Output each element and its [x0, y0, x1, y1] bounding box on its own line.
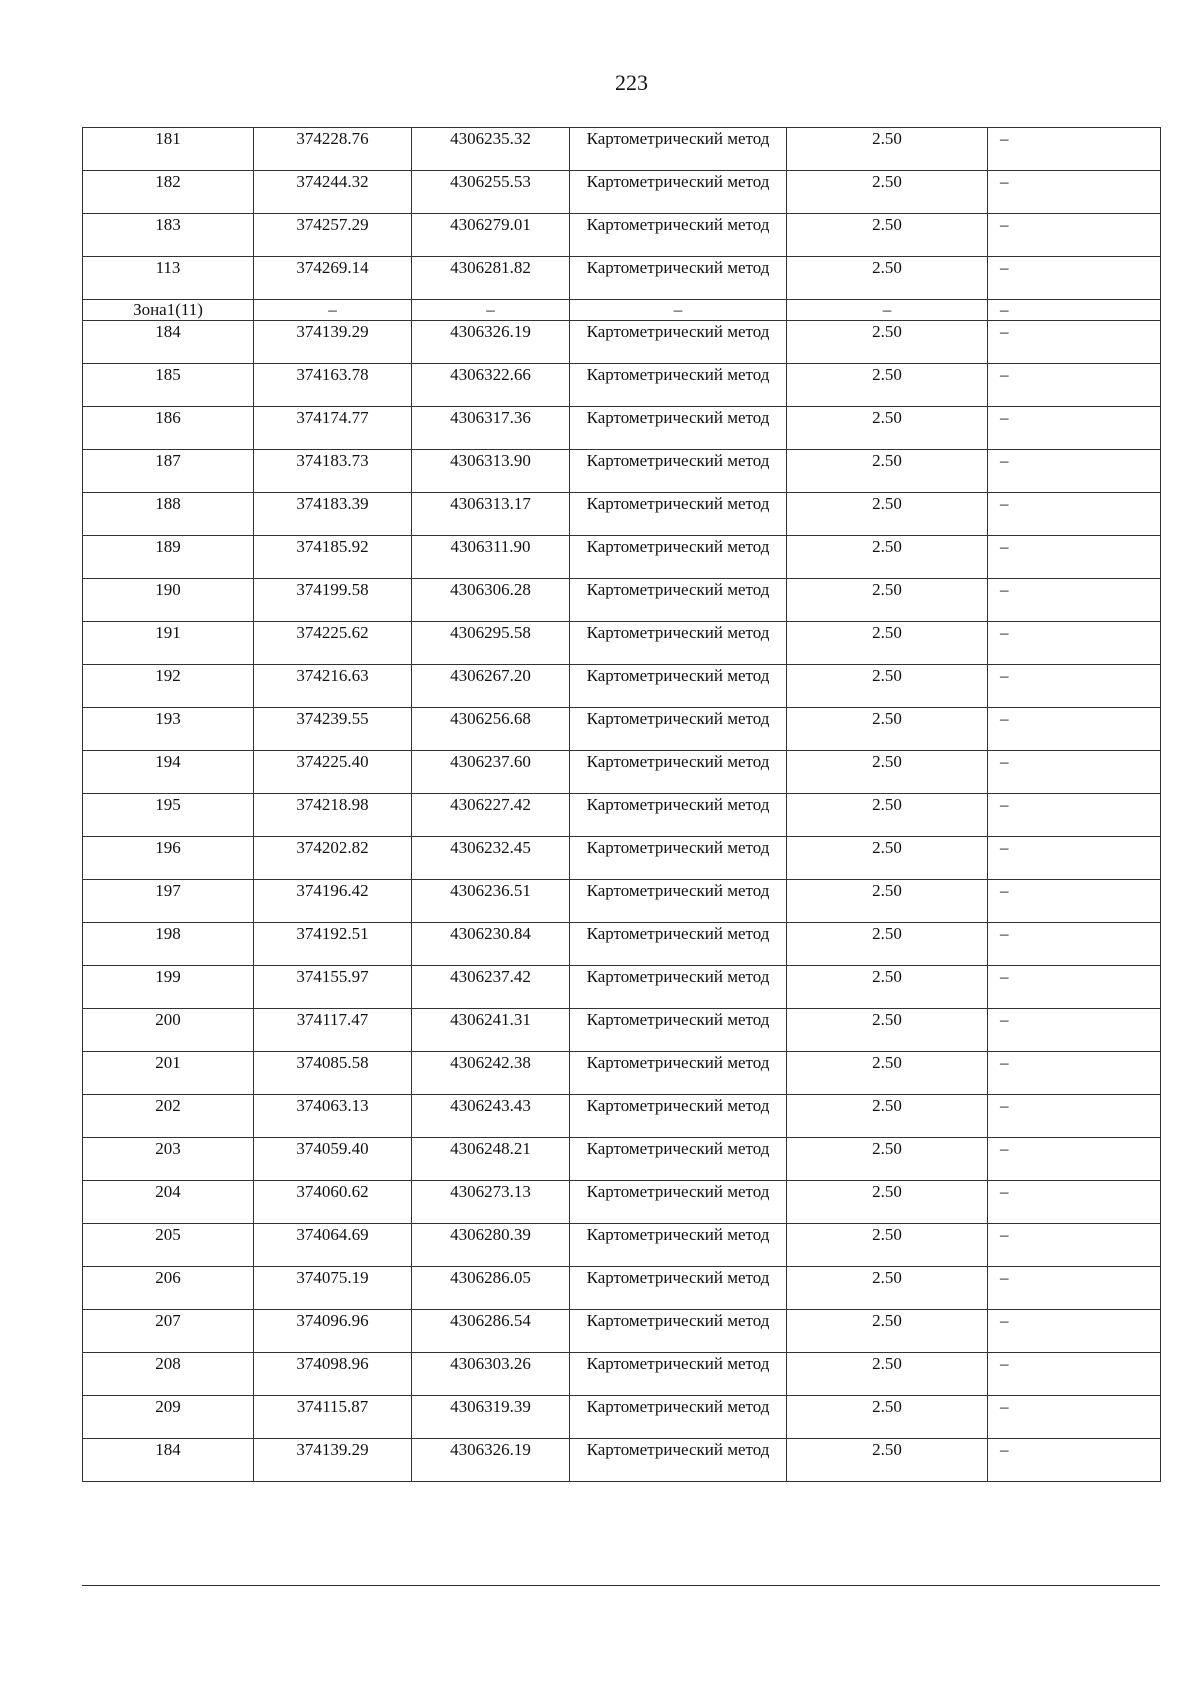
accuracy-cell: 2.50 [787, 450, 988, 493]
x-coordinate-cell: 374155.97 [254, 966, 412, 1009]
table-row [83, 1396, 1161, 1439]
accuracy-cell: 2.50 [787, 214, 988, 257]
x-coordinate-cell: 374098.96 [254, 1353, 412, 1396]
method-cell: Картометрический метод [570, 128, 787, 171]
point-number-cell: 199 [83, 966, 254, 1009]
x-coordinate-cell: 374085.58 [254, 1052, 412, 1095]
method-cell: Картометрический метод [570, 214, 787, 257]
note-cell: – [988, 880, 1161, 923]
point-number-cell: 201 [83, 1052, 254, 1095]
method-cell: Картометрический метод [570, 923, 787, 966]
accuracy-cell: 2.50 [787, 794, 988, 837]
method-cell: Картометрический метод [570, 1009, 787, 1052]
y-coordinate-cell: 4306295.58 [412, 622, 570, 665]
table-row [83, 622, 1161, 665]
x-coordinate-cell: 374202.82 [254, 837, 412, 880]
x-coordinate-cell: 374269.14 [254, 257, 412, 300]
note-cell: – [988, 579, 1161, 622]
note-cell: – [988, 622, 1161, 665]
table-row [83, 214, 1161, 257]
point-number-cell: 185 [83, 364, 254, 407]
point-number-cell: 194 [83, 751, 254, 794]
note-cell: – [988, 450, 1161, 493]
method-cell: Картометрический метод [570, 493, 787, 536]
y-coordinate-cell: – [412, 300, 570, 321]
x-coordinate-cell: – [254, 300, 412, 321]
y-coordinate-cell: 4306286.54 [412, 1310, 570, 1353]
table-row [83, 751, 1161, 794]
y-coordinate-cell: 4306326.19 [412, 321, 570, 364]
table-row [83, 1310, 1161, 1353]
x-coordinate-cell: 374075.19 [254, 1267, 412, 1310]
x-coordinate-cell: 374199.58 [254, 579, 412, 622]
table-row [83, 579, 1161, 622]
table-row [83, 794, 1161, 837]
x-coordinate-cell: 374117.47 [254, 1009, 412, 1052]
method-cell: Картометрический метод [570, 1396, 787, 1439]
method-cell: Картометрический метод [570, 1267, 787, 1310]
accuracy-cell: 2.50 [787, 622, 988, 665]
note-cell: – [988, 665, 1161, 708]
y-coordinate-cell: 4306241.31 [412, 1009, 570, 1052]
table-row [83, 1224, 1161, 1267]
note-cell: – [988, 1009, 1161, 1052]
point-number-cell: 193 [83, 708, 254, 751]
y-coordinate-cell: 4306242.38 [412, 1052, 570, 1095]
y-coordinate-cell: 4306326.19 [412, 1439, 570, 1482]
y-coordinate-cell: 4306280.39 [412, 1224, 570, 1267]
note-cell: – [988, 1439, 1161, 1482]
point-number-cell: 182 [83, 171, 254, 214]
point-number-cell: 195 [83, 794, 254, 837]
x-coordinate-cell: 374216.63 [254, 665, 412, 708]
table-row [83, 536, 1161, 579]
x-coordinate-cell: 374060.62 [254, 1181, 412, 1224]
accuracy-cell: 2.50 [787, 708, 988, 751]
y-coordinate-cell: 4306303.26 [412, 1353, 570, 1396]
method-cell: Картометрический метод [570, 1224, 787, 1267]
table-row [83, 708, 1161, 751]
accuracy-cell: 2.50 [787, 1052, 988, 1095]
point-number-cell: 184 [83, 321, 254, 364]
accuracy-cell: 2.50 [787, 128, 988, 171]
point-number-cell: Зона1(11) [83, 300, 254, 321]
x-coordinate-cell: 374196.42 [254, 880, 412, 923]
table-row [83, 1353, 1161, 1396]
table-row [83, 407, 1161, 450]
table-row [83, 1267, 1161, 1310]
note-cell: – [988, 794, 1161, 837]
point-number-cell: 208 [83, 1353, 254, 1396]
point-number-cell: 207 [83, 1310, 254, 1353]
note-cell: – [988, 128, 1161, 171]
y-coordinate-cell: 4306313.90 [412, 450, 570, 493]
note-cell: – [988, 1267, 1161, 1310]
note-cell: – [988, 966, 1161, 1009]
accuracy-cell: 2.50 [787, 1224, 988, 1267]
note-cell: – [988, 1224, 1161, 1267]
note-cell: – [988, 257, 1161, 300]
table-row [83, 1439, 1161, 1482]
y-coordinate-cell: 4306227.42 [412, 794, 570, 837]
note-cell: – [988, 1353, 1161, 1396]
note-cell: – [988, 300, 1161, 321]
note-cell: – [988, 1138, 1161, 1181]
x-coordinate-cell: 374064.69 [254, 1224, 412, 1267]
point-number-cell: 204 [83, 1181, 254, 1224]
note-cell: – [988, 493, 1161, 536]
table-row [83, 321, 1161, 364]
y-coordinate-cell: 4306279.01 [412, 214, 570, 257]
x-coordinate-cell: 374139.29 [254, 321, 412, 364]
point-number-cell: 205 [83, 1224, 254, 1267]
x-coordinate-cell: 374225.40 [254, 751, 412, 794]
note-cell: – [988, 364, 1161, 407]
accuracy-cell: 2.50 [787, 665, 988, 708]
note-cell: – [988, 1095, 1161, 1138]
x-coordinate-cell: 374192.51 [254, 923, 412, 966]
method-cell: Картометрический метод [570, 966, 787, 1009]
accuracy-cell: 2.50 [787, 880, 988, 923]
method-cell: Картометрический метод [570, 751, 787, 794]
x-coordinate-cell: 374063.13 [254, 1095, 412, 1138]
table-row [83, 923, 1161, 966]
coordinates-table-body [83, 128, 1161, 1482]
y-coordinate-cell: 4306273.13 [412, 1181, 570, 1224]
method-cell: Картометрический метод [570, 1439, 787, 1482]
zone-header-row [83, 300, 1161, 321]
note-cell: – [988, 214, 1161, 257]
method-cell: Картометрический метод [570, 579, 787, 622]
method-cell: Картометрический метод [570, 1310, 787, 1353]
x-coordinate-cell: 374239.55 [254, 708, 412, 751]
method-cell: Картометрический метод [570, 257, 787, 300]
table-row [83, 837, 1161, 880]
x-coordinate-cell: 374139.29 [254, 1439, 412, 1482]
accuracy-cell: 2.50 [787, 1396, 988, 1439]
accuracy-cell: 2.50 [787, 1095, 988, 1138]
accuracy-cell: 2.50 [787, 751, 988, 794]
accuracy-cell: – [787, 300, 988, 321]
point-number-cell: 206 [83, 1267, 254, 1310]
x-coordinate-cell: 374228.76 [254, 128, 412, 171]
method-cell: Картометрический метод [570, 665, 787, 708]
accuracy-cell: 2.50 [787, 579, 988, 622]
accuracy-cell: 2.50 [787, 321, 988, 364]
method-cell: Картометрический метод [570, 1052, 787, 1095]
footer-rule [82, 1585, 1160, 1586]
accuracy-cell: 2.50 [787, 493, 988, 536]
method-cell: Картометрический метод [570, 794, 787, 837]
y-coordinate-cell: 4306235.32 [412, 128, 570, 171]
accuracy-cell: 2.50 [787, 536, 988, 579]
note-cell: – [988, 407, 1161, 450]
table-row [83, 493, 1161, 536]
method-cell: Картометрический метод [570, 450, 787, 493]
y-coordinate-cell: 4306255.53 [412, 171, 570, 214]
y-coordinate-cell: 4306322.66 [412, 364, 570, 407]
accuracy-cell: 2.50 [787, 923, 988, 966]
table-row [83, 665, 1161, 708]
y-coordinate-cell: 4306281.82 [412, 257, 570, 300]
point-number-cell: 184 [83, 1439, 254, 1482]
note-cell: – [988, 751, 1161, 794]
accuracy-cell: 2.50 [787, 257, 988, 300]
point-number-cell: 197 [83, 880, 254, 923]
point-number-cell: 209 [83, 1396, 254, 1439]
x-coordinate-cell: 374218.98 [254, 794, 412, 837]
note-cell: – [988, 321, 1161, 364]
accuracy-cell: 2.50 [787, 407, 988, 450]
method-cell: Картометрический метод [570, 407, 787, 450]
method-cell: Картометрический метод [570, 364, 787, 407]
method-cell: Картометрический метод [570, 1138, 787, 1181]
accuracy-cell: 2.50 [787, 1439, 988, 1482]
x-coordinate-cell: 374185.92 [254, 536, 412, 579]
method-cell: Картометрический метод [570, 536, 787, 579]
note-cell: – [988, 1052, 1161, 1095]
y-coordinate-cell: 4306311.90 [412, 536, 570, 579]
y-coordinate-cell: 4306230.84 [412, 923, 570, 966]
table-row [83, 1181, 1161, 1224]
accuracy-cell: 2.50 [787, 1138, 988, 1181]
y-coordinate-cell: 4306317.36 [412, 407, 570, 450]
method-cell: Картометрический метод [570, 171, 787, 214]
note-cell: – [988, 1181, 1161, 1224]
note-cell: – [988, 923, 1161, 966]
table-row [83, 171, 1161, 214]
accuracy-cell: 2.50 [787, 1267, 988, 1310]
x-coordinate-cell: 374115.87 [254, 1396, 412, 1439]
y-coordinate-cell: 4306237.60 [412, 751, 570, 794]
table-row [83, 128, 1161, 171]
point-number-cell: 183 [83, 214, 254, 257]
point-number-cell: 200 [83, 1009, 254, 1052]
point-number-cell: 191 [83, 622, 254, 665]
y-coordinate-cell: 4306248.21 [412, 1138, 570, 1181]
x-coordinate-cell: 374257.29 [254, 214, 412, 257]
coordinates-table [82, 127, 1161, 1482]
point-number-cell: 202 [83, 1095, 254, 1138]
accuracy-cell: 2.50 [787, 1181, 988, 1224]
accuracy-cell: 2.50 [787, 966, 988, 1009]
point-number-cell: 192 [83, 665, 254, 708]
x-coordinate-cell: 374244.32 [254, 171, 412, 214]
accuracy-cell: 2.50 [787, 171, 988, 214]
x-coordinate-cell: 374059.40 [254, 1138, 412, 1181]
method-cell: Картометрический метод [570, 708, 787, 751]
y-coordinate-cell: 4306237.42 [412, 966, 570, 1009]
y-coordinate-cell: 4306313.17 [412, 493, 570, 536]
method-cell: Картометрический метод [570, 880, 787, 923]
method-cell: Картометрический метод [570, 1181, 787, 1224]
note-cell: – [988, 536, 1161, 579]
note-cell: – [988, 1310, 1161, 1353]
note-cell: – [988, 837, 1161, 880]
point-number-cell: 203 [83, 1138, 254, 1181]
point-number-cell: 198 [83, 923, 254, 966]
point-number-cell: 189 [83, 536, 254, 579]
y-coordinate-cell: 4306267.20 [412, 665, 570, 708]
y-coordinate-cell: 4306243.43 [412, 1095, 570, 1138]
table-row [83, 1138, 1161, 1181]
x-coordinate-cell: 374174.77 [254, 407, 412, 450]
accuracy-cell: 2.50 [787, 837, 988, 880]
accuracy-cell: 2.50 [787, 1353, 988, 1396]
point-number-cell: 113 [83, 257, 254, 300]
table-row [83, 257, 1161, 300]
table-row [83, 364, 1161, 407]
y-coordinate-cell: 4306236.51 [412, 880, 570, 923]
point-number-cell: 181 [83, 128, 254, 171]
note-cell: – [988, 1396, 1161, 1439]
y-coordinate-cell: 4306306.28 [412, 579, 570, 622]
y-coordinate-cell: 4306256.68 [412, 708, 570, 751]
table-row [83, 1009, 1161, 1052]
page-number: 223 [615, 70, 648, 95]
method-cell: – [570, 300, 787, 321]
y-coordinate-cell: 4306232.45 [412, 837, 570, 880]
method-cell: Картометрический метод [570, 837, 787, 880]
x-coordinate-cell: 374183.39 [254, 493, 412, 536]
accuracy-cell: 2.50 [787, 364, 988, 407]
point-number-cell: 196 [83, 837, 254, 880]
x-coordinate-cell: 374183.73 [254, 450, 412, 493]
method-cell: Картометрический метод [570, 1095, 787, 1138]
table-row [83, 966, 1161, 1009]
point-number-cell: 188 [83, 493, 254, 536]
point-number-cell: 190 [83, 579, 254, 622]
x-coordinate-cell: 374096.96 [254, 1310, 412, 1353]
point-number-cell: 187 [83, 450, 254, 493]
x-coordinate-cell: 374225.62 [254, 622, 412, 665]
y-coordinate-cell: 4306319.39 [412, 1396, 570, 1439]
accuracy-cell: 2.50 [787, 1009, 988, 1052]
method-cell: Картометрический метод [570, 321, 787, 364]
accuracy-cell: 2.50 [787, 1310, 988, 1353]
y-coordinate-cell: 4306286.05 [412, 1267, 570, 1310]
point-number-cell: 186 [83, 407, 254, 450]
note-cell: – [988, 171, 1161, 214]
method-cell: Картометрический метод [570, 1353, 787, 1396]
x-coordinate-cell: 374163.78 [254, 364, 412, 407]
table-row [83, 1095, 1161, 1138]
method-cell: Картометрический метод [570, 622, 787, 665]
table-row [83, 880, 1161, 923]
note-cell: – [988, 708, 1161, 751]
table-row [83, 1052, 1161, 1095]
table-row [83, 450, 1161, 493]
